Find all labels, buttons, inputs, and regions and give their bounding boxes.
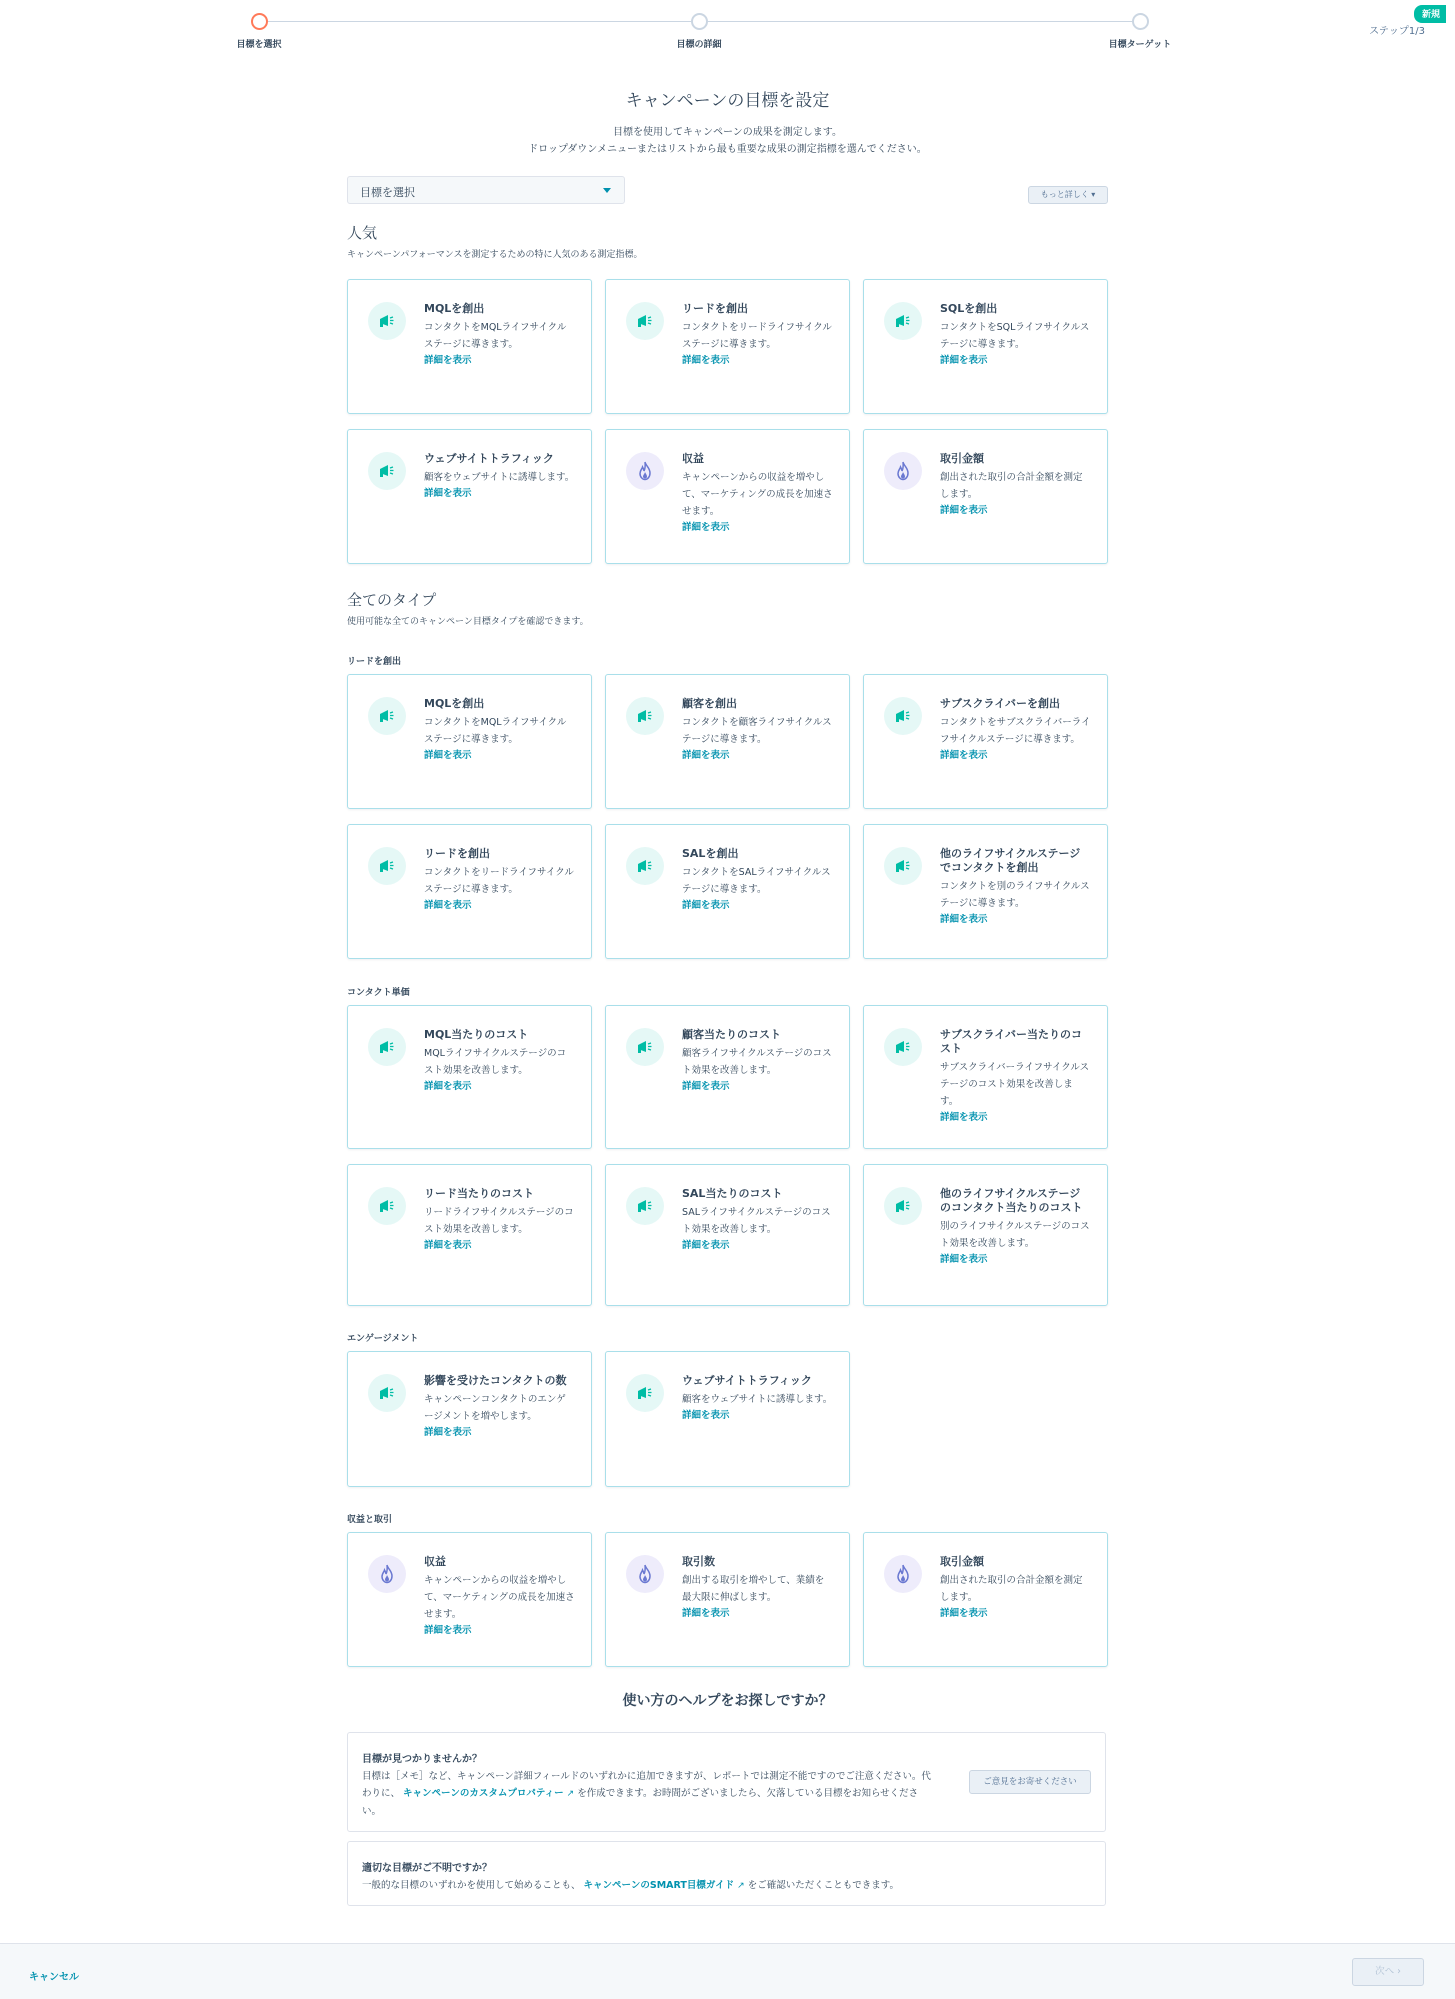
flame-icon bbox=[884, 452, 922, 490]
help-box-description bbox=[362, 1877, 1091, 1895]
new-badge: 新規 bbox=[1414, 5, 1446, 23]
goal-card[interactable] bbox=[347, 1351, 592, 1487]
card-title: MQLを創出 bbox=[424, 697, 485, 710]
details-link[interactable]: 詳細を表示 bbox=[682, 1240, 730, 1251]
help-box-unsure-goal bbox=[347, 1841, 1106, 1906]
megaphone-icon bbox=[884, 1187, 922, 1225]
card-description: キャンペーンからの収益を増やして、マーケティングの成長を加速させます。 bbox=[424, 1575, 575, 1620]
card-title: 他のライフサイクルステージのコンタクト当たりのコスト bbox=[940, 1187, 1083, 1214]
description-line: ドロップダウンメニューまたはリストから最も重要な成果の測定指標を選んでください。 bbox=[528, 144, 927, 155]
card-title: 顧客当たりのコスト bbox=[682, 1028, 781, 1041]
card-description: 創出された取引の合計金額を測定します。 bbox=[940, 472, 1083, 500]
goal-card[interactable] bbox=[863, 824, 1108, 959]
goal-card[interactable] bbox=[605, 674, 850, 809]
megaphone-icon bbox=[626, 697, 664, 735]
card-description: MQLライフサイクルステージのコスト効果を改善します。 bbox=[424, 1048, 567, 1076]
megaphone-icon bbox=[626, 847, 664, 885]
step-goal-details bbox=[639, 13, 759, 50]
step-select-goal bbox=[199, 13, 319, 50]
card-title: SALを創出 bbox=[682, 847, 739, 860]
card-title: 顧客を創出 bbox=[682, 697, 737, 710]
flame-icon bbox=[368, 1555, 406, 1593]
help-text: を作成できます。お時間がございましたら、欠落している目標をお知らせください。 bbox=[362, 1788, 919, 1817]
goal-card[interactable] bbox=[347, 1532, 592, 1667]
group-title-engagement: エンゲージメント bbox=[347, 1334, 419, 1344]
megaphone-icon bbox=[626, 1187, 664, 1225]
details-link[interactable]: 詳細を表示 bbox=[424, 750, 472, 761]
help-title: 使い方のヘルプをお探しですか？ bbox=[622, 1693, 833, 1709]
details-link[interactable]: 詳細を表示 bbox=[682, 1608, 730, 1619]
megaphone-icon bbox=[884, 1028, 922, 1066]
goal-card[interactable] bbox=[863, 279, 1108, 414]
card-title: ウェブサイトトラフィック bbox=[424, 452, 554, 465]
card-description: コンタクトをMQLライフサイクルステージに導きます。 bbox=[424, 717, 567, 745]
megaphone-icon bbox=[626, 302, 664, 340]
card-description: コンタクトをMQLライフサイクルステージに導きます。 bbox=[424, 322, 567, 350]
group-title-cost-per-contact: コンタクト単価 bbox=[347, 988, 410, 998]
details-link[interactable]: 詳細を表示 bbox=[682, 522, 730, 533]
flame-icon bbox=[884, 1555, 922, 1593]
megaphone-icon bbox=[368, 452, 406, 490]
caret-down-icon bbox=[603, 188, 611, 193]
external-link-icon: ↗ bbox=[737, 1881, 745, 1891]
dropdown-value: 目標を選択 bbox=[360, 186, 415, 199]
card-description: コンタクトをSALライフサイクルステージに導きます。 bbox=[682, 867, 831, 895]
megaphone-icon bbox=[368, 697, 406, 735]
goal-card[interactable] bbox=[605, 824, 850, 959]
card-title: リード当たりのコスト bbox=[424, 1187, 534, 1200]
details-link[interactable]: 詳細を表示 bbox=[424, 1240, 472, 1251]
card-title: 取引金額 bbox=[940, 452, 984, 465]
custom-property-link[interactable]: キャンペーンのカスタムプロパティー bbox=[403, 1788, 564, 1799]
details-link[interactable]: 詳細を表示 bbox=[940, 1254, 988, 1265]
details-link[interactable]: 詳細を表示 bbox=[940, 750, 988, 761]
megaphone-icon bbox=[368, 1187, 406, 1225]
megaphone-icon bbox=[626, 1374, 664, 1412]
card-description: コンタクトをSQLライフサイクルステージに導きます。 bbox=[940, 322, 1090, 350]
goal-card[interactable] bbox=[347, 1005, 592, 1149]
card-title: リードを創出 bbox=[424, 847, 490, 860]
megaphone-icon bbox=[884, 302, 922, 340]
goal-card[interactable] bbox=[347, 824, 592, 959]
goal-card[interactable] bbox=[605, 1351, 850, 1487]
goal-card[interactable] bbox=[605, 429, 850, 564]
goal-card[interactable] bbox=[863, 1532, 1108, 1667]
details-link[interactable]: 詳細を表示 bbox=[682, 1410, 730, 1421]
card-description: キャンペーンからの収益を増やして、マーケティングの成長を加速させます。 bbox=[682, 472, 833, 517]
goal-card[interactable] bbox=[863, 1164, 1108, 1306]
card-description: 創出された取引の合計金額を測定します。 bbox=[940, 1575, 1083, 1603]
card-title: 影響を受けたコンタクトの数 bbox=[424, 1374, 567, 1387]
help-box-missing-goal bbox=[347, 1732, 1106, 1832]
details-link[interactable]: 詳細を表示 bbox=[940, 355, 988, 366]
step-indicator bbox=[1132, 13, 1149, 30]
details-link[interactable]: 詳細を表示 bbox=[424, 488, 472, 499]
group-title-revenue-deals: 収益と取引 bbox=[347, 1515, 393, 1525]
megaphone-icon bbox=[626, 1028, 664, 1066]
details-link[interactable]: 詳細を表示 bbox=[682, 900, 730, 911]
goal-card[interactable] bbox=[605, 279, 850, 414]
card-description: コンタクトをリードライフサイクルステージに導きます。 bbox=[424, 867, 574, 895]
details-link[interactable]: 詳細を表示 bbox=[940, 1112, 988, 1123]
details-link[interactable]: 詳細を表示 bbox=[424, 1081, 472, 1092]
card-title: 他のライフサイクルステージでコンタクトを創出 bbox=[940, 847, 1081, 874]
flame-icon bbox=[626, 1555, 664, 1593]
card-description: SALライフサイクルステージのコスト効果を改善します。 bbox=[682, 1207, 831, 1235]
details-link[interactable]: 詳細を表示 bbox=[424, 1427, 472, 1438]
goal-card[interactable] bbox=[605, 1164, 850, 1306]
card-description: リードライフサイクルステージのコスト効果を改善します。 bbox=[424, 1207, 574, 1235]
page-description bbox=[0, 124, 1455, 158]
card-description: 顧客をウェブサイトに誘導します。 bbox=[682, 1394, 833, 1405]
card-description: コンタクトを別のライフサイクルステージに導きます。 bbox=[940, 881, 1090, 909]
goal-card[interactable] bbox=[605, 1532, 850, 1667]
card-description: 顧客をウェブサイトに誘導します。 bbox=[424, 472, 575, 483]
card-description: コンタクトをリードライフサイクルステージに導きます。 bbox=[682, 322, 832, 350]
cancel-link[interactable]: キャンセル bbox=[29, 1972, 79, 1983]
group-title-create-leads: リードを創出 bbox=[347, 657, 402, 667]
card-title: 収益 bbox=[424, 1555, 446, 1568]
step-label: 目標ターゲット bbox=[1108, 40, 1172, 50]
external-link-icon: ↗ bbox=[566, 1789, 575, 1799]
step-label: 目標を選択 bbox=[236, 40, 282, 50]
details-link[interactable]: 詳細を表示 bbox=[682, 1081, 730, 1092]
card-title: サブスクライバーを創出 bbox=[940, 697, 1061, 710]
megaphone-icon bbox=[368, 847, 406, 885]
details-link[interactable]: 詳細を表示 bbox=[424, 355, 472, 366]
card-title: 取引数 bbox=[682, 1555, 715, 1568]
card-description: コンタクトを顧客ライフサイクルステージに導きます。 bbox=[682, 717, 832, 745]
goal-card[interactable] bbox=[347, 1164, 592, 1306]
smart-goal-guide-link[interactable]: キャンペーンのSMART目標ガイド bbox=[583, 1880, 735, 1891]
help-box-description bbox=[362, 1768, 935, 1820]
step-label: 目標の詳細 bbox=[676, 40, 722, 50]
details-link[interactable]: 詳細を表示 bbox=[682, 355, 730, 366]
details-link[interactable]: 詳細を表示 bbox=[940, 1608, 988, 1619]
help-box-title: 目標が見つかりませんか？ bbox=[362, 1754, 482, 1765]
goal-card[interactable] bbox=[863, 1005, 1108, 1149]
section-title-all-types: 全てのタイプ bbox=[347, 591, 437, 609]
step-goal-target bbox=[1080, 13, 1200, 50]
goal-card[interactable] bbox=[347, 429, 592, 564]
megaphone-icon bbox=[368, 1028, 406, 1066]
card-description: サブスクライバーライフサイクルステージのコスト効果を改善します。 bbox=[940, 1062, 1090, 1107]
megaphone-icon bbox=[368, 1374, 406, 1412]
section-subtitle-all-types: 使用可能な全てのキャンペーン目標タイプを確認できます。 bbox=[347, 617, 589, 627]
goal-card[interactable] bbox=[605, 1005, 850, 1149]
help-text: 一般的な目標のいずれかを使用して始めることも、 bbox=[362, 1880, 581, 1891]
description-line: 目標を使用してキャンペーンの成果を測定します。 bbox=[613, 127, 842, 138]
card-description: コンタクトをサブスクライバーライフサイクルステージに導きます。 bbox=[940, 717, 1091, 745]
megaphone-icon bbox=[884, 697, 922, 735]
card-title: SAL当たりのコスト bbox=[682, 1187, 783, 1200]
flame-icon bbox=[626, 452, 664, 490]
goal-card[interactable] bbox=[863, 429, 1108, 564]
card-description: 顧客ライフサイクルステージのコスト効果を改善します。 bbox=[682, 1048, 832, 1076]
megaphone-icon bbox=[884, 847, 922, 885]
goal-card[interactable] bbox=[347, 279, 592, 414]
details-link[interactable]: 詳細を表示 bbox=[424, 1625, 472, 1636]
details-link[interactable]: 詳細を表示 bbox=[424, 900, 472, 911]
card-title: MQLを創出 bbox=[424, 302, 485, 315]
step-indicator bbox=[691, 13, 708, 30]
feedback-button[interactable]: ご意見をお寄せください bbox=[969, 1770, 1091, 1794]
card-title: MQL当たりのコスト bbox=[424, 1028, 529, 1041]
card-description: キャンペーンコンタクトのエンゲージメントを増やします。 bbox=[424, 1394, 566, 1422]
step-count: ステップ1/3 bbox=[1369, 26, 1425, 37]
help-box-title: 適切な目標がご不明ですか？ bbox=[362, 1863, 492, 1874]
footer-bar bbox=[0, 1943, 1455, 1999]
section-subtitle-popular: キャンペーンパフォーマンスを測定するための特に人気のある測定指標。 bbox=[347, 250, 643, 260]
goal-card[interactable] bbox=[863, 674, 1108, 809]
megaphone-icon bbox=[368, 302, 406, 340]
details-link[interactable]: 詳細を表示 bbox=[682, 750, 730, 761]
step-indicator-active bbox=[251, 13, 268, 30]
goal-card[interactable] bbox=[347, 674, 592, 809]
details-link[interactable]: 詳細を表示 bbox=[940, 505, 988, 516]
page-title: キャンペーンの目標を設定 bbox=[625, 91, 830, 111]
card-title: ウェブサイトトラフィック bbox=[682, 1374, 812, 1387]
card-title: SQLを創出 bbox=[940, 302, 998, 315]
details-link[interactable]: 詳細を表示 bbox=[940, 914, 988, 925]
card-description: 創出する取引を増やして、業績を最大限に伸ばします。 bbox=[682, 1575, 825, 1603]
progress-stepper bbox=[0, 0, 1455, 60]
card-description: 別のライフサイクルステージのコスト効果を改善します。 bbox=[940, 1221, 1090, 1249]
next-button[interactable]: 次へ › bbox=[1352, 1958, 1424, 1986]
card-title: 収益 bbox=[682, 452, 704, 465]
help-text: をご確認いただくこともできます。 bbox=[747, 1880, 899, 1891]
goal-select-dropdown[interactable] bbox=[347, 176, 625, 204]
learn-more-button[interactable]: もっと詳しく ▾ bbox=[1028, 186, 1108, 204]
card-title: リードを創出 bbox=[682, 302, 748, 315]
section-title-popular: 人気 bbox=[347, 224, 378, 242]
card-title: サブスクライバー当たりのコスト bbox=[940, 1028, 1083, 1055]
card-title: 取引金額 bbox=[940, 1555, 984, 1568]
help-text: 目標は［メモ］など、キャンペーン詳細フィールドのいずれかに追加できますが、レポートでは測定不能ですのでご注意ください。代わりに、 bbox=[362, 1771, 931, 1799]
